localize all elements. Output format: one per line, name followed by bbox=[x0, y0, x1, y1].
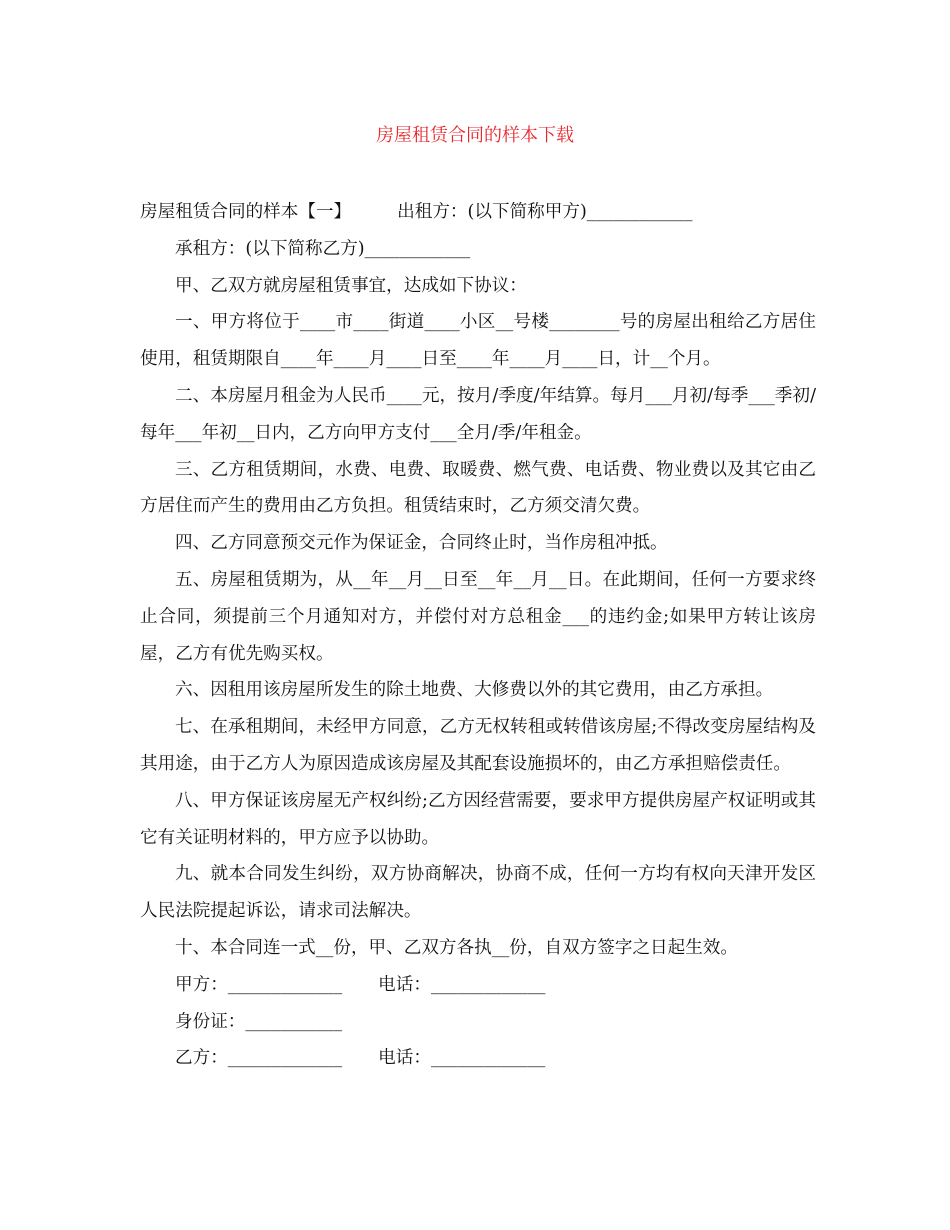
document-body bbox=[140, 194, 816, 1077]
lessor-line: 出租方：(以下简称甲方)____________ bbox=[397, 202, 693, 222]
clause-8: 八、甲方保证该房屋无产权纠纷;乙方因经营需要，要求甲方提供房屋产权证明或其它有关证明材料的，甲方应予以协助。 bbox=[140, 790, 816, 848]
lessee-line: 承租方：(以下简称乙方)____________ bbox=[175, 238, 471, 259]
clause-2: 二、本房屋月租金为人民币____元，按月/季度/年结算。每月___月初/每季___季初/每年___年初__日内，乙方向甲方支付___全月/季/年租金。 bbox=[140, 385, 816, 443]
party-b-signature: 乙方：_____________ bbox=[175, 1048, 343, 1069]
document-title: 房屋租赁合同的样本下载 bbox=[376, 125, 574, 146]
clause-7: 七、在承租期间，未经甲方同意，乙方无权转租或转借该房屋;不得改变房屋结构及其用途，由于乙方人为原因造成该房屋及其配套设施损坏的，由乙方承担赔偿责任。 bbox=[140, 717, 816, 774]
party-a-phone: 电话：_____________ bbox=[378, 974, 546, 995]
clause-4: 四、乙方同意预交元作为保证金，合同终止时，当作房租冲抵。 bbox=[175, 533, 668, 554]
clause-1: 一、甲方将位于____市____街道____小区__号楼________号的房屋出租给乙方居住使用，租赁期限自____年____月____日至____年____月____日，计__个月。 bbox=[140, 312, 816, 370]
id-card-line: 身份证：___________ bbox=[175, 1011, 343, 1032]
sample-heading: 房屋租赁合同的样本【一】 bbox=[140, 202, 352, 222]
signature-line-party-b bbox=[140, 1040, 816, 1077]
party-b-phone: 电话：_____________ bbox=[378, 1048, 546, 1069]
clause-3: 三、乙方租赁期间，水费、电费、取暖费、燃气费、电话费、物业费以及其它由乙方居住而产生的费用由乙方负担。租赁结束时，乙方须交清欠费。 bbox=[140, 459, 816, 517]
party-a-signature: 甲方：_____________ bbox=[175, 974, 343, 995]
intro-line: 甲、乙双方就房屋租赁事宜，达成如下协议： bbox=[175, 275, 527, 296]
signature-line-party-a bbox=[140, 967, 816, 1004]
clause-6: 六、因租用该房屋所发生的除土地费、大修费以外的其它费用，由乙方承担。 bbox=[175, 680, 774, 701]
clause-5: 五、房屋租赁期为，从__年__月__日至__年__月__日。在此期间，任何一方要求终止合同，须提前三个月通知对方，并偿付对方总租金___的违约金;如果甲方转让该房屋，乙方有优先购买权。 bbox=[140, 569, 816, 664]
clause-9: 九、就本合同发生纠纷，双方协商解决，协商不成，任何一方均有权向天津开发区人民法院提起诉讼，请求司法解决。 bbox=[140, 864, 816, 922]
header-line bbox=[140, 194, 816, 231]
clause-10: 十、本合同连一式__份，甲、乙双方各执__份，自双方签字之日起生效。 bbox=[175, 937, 739, 958]
